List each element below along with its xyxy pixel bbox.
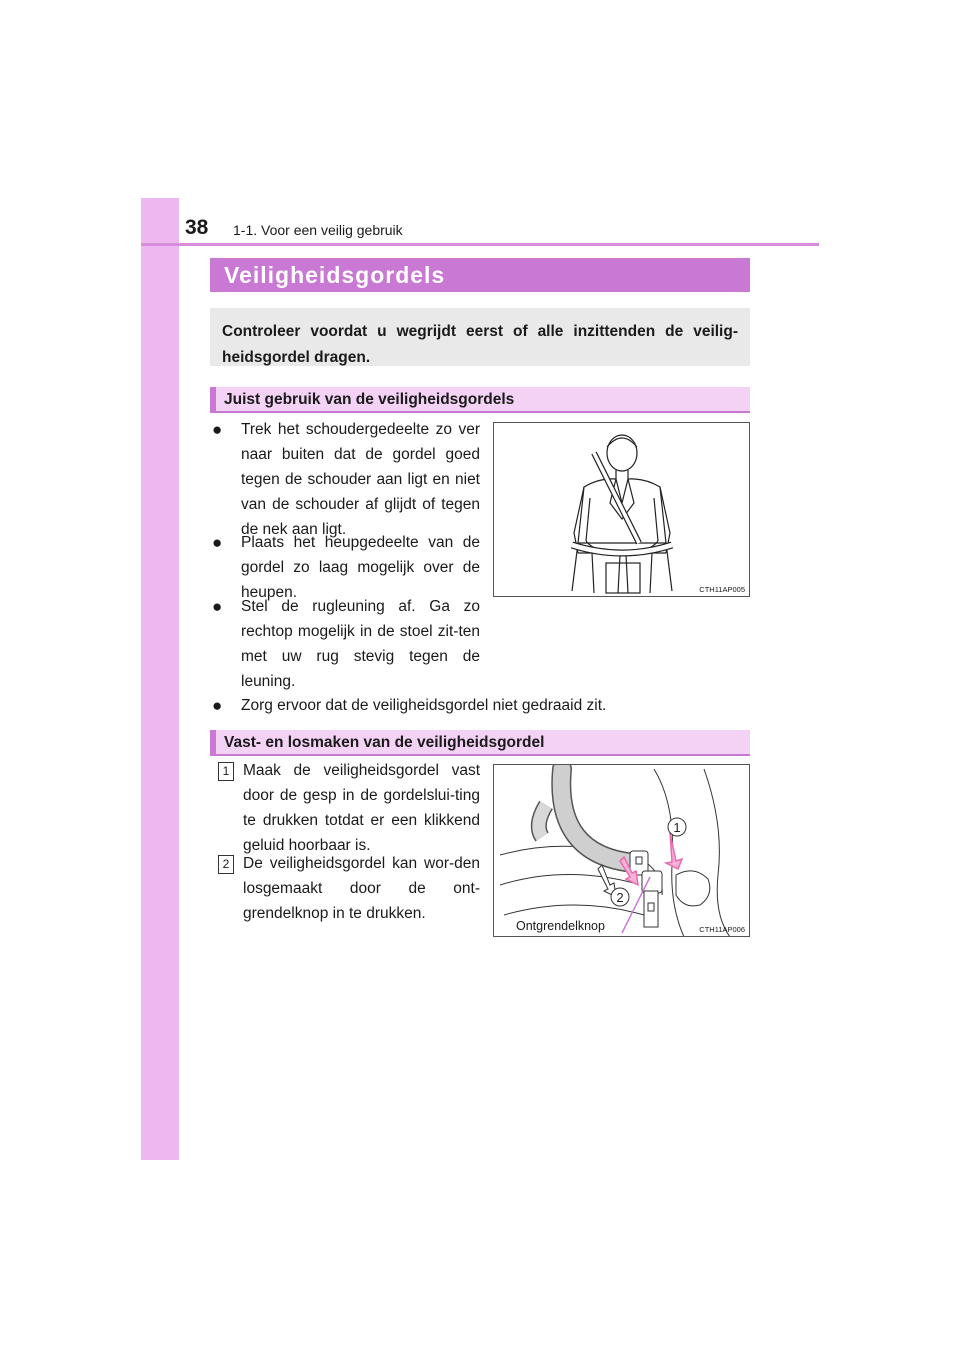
- step-number-badge: 2: [218, 855, 234, 874]
- callout-1: 1: [673, 820, 681, 835]
- seated-person-illustration: [494, 423, 750, 597]
- bullet-icon: ●: [212, 696, 223, 715]
- subheading-fasten: Vast- en losmaken van de veiligheidsgordel: [210, 730, 750, 756]
- step-1: [218, 758, 480, 858]
- usage-bullet-text: Zorg ervoor dat de veiligheidsgordel niet gedraaid zit.: [241, 697, 607, 714]
- usage-bullet-text: Trek het schoudergedeelte zo ver naar buiten dat de gordel goed tegen de schouder aan ligt en niet van de schouder af glijdt of tegen de nek aan ligt.: [241, 421, 480, 538]
- chapter-side-band: [141, 198, 179, 1160]
- callout-2: 2: [616, 890, 624, 905]
- chapter-title: 1-1. Voor een veilig gebruik: [233, 222, 403, 238]
- bullet-icon: ●: [212, 533, 223, 552]
- bullet-icon: ●: [212, 420, 223, 439]
- step-text: De veiligheidsgordel kan wor-den losgemaakt door de ont-grendelknop in te drukken.: [243, 855, 480, 922]
- release-button-label: Ontgrendelknop: [516, 919, 605, 933]
- figure-code: CTH11AP006: [699, 925, 745, 934]
- figure-seated-belt: [493, 422, 750, 597]
- usage-bullet-text: Stel de rugleuning af. Ga zo rechtop mogelijk in de stoel zit-ten met uw rug stevig tegen de leuning.: [241, 598, 480, 690]
- subheading-usage: Juist gebruik van de veiligheidsgordels: [210, 387, 750, 413]
- page-number: 38: [185, 216, 209, 239]
- section-title: Veiligheidsgordels: [210, 258, 750, 292]
- usage-bullet-3: [212, 594, 480, 694]
- usage-bullet-4: [212, 693, 732, 718]
- buckle-illustration: [494, 765, 750, 937]
- bullet-icon: ●: [212, 597, 223, 616]
- intro-note: Controleer voordat u wegrijdt eerst of alle inzittenden de veilig-heidsgordel dragen.: [210, 308, 750, 366]
- figure-code: CTH11AP005: [699, 585, 745, 594]
- usage-bullet-1: [212, 417, 480, 542]
- step-2: [218, 851, 480, 926]
- step-number-badge: 1: [218, 762, 234, 781]
- step-text: Maak de veiligheidsgordel vast door de gesp in de gordelslui-ting te drukken totdat er een klikkend geluid hoorbaar is.: [243, 762, 480, 854]
- header-divider: [141, 243, 819, 246]
- usage-bullet-text: Plaats het heupgedeelte van de gordel zo laag mogelijk over de heupen.: [241, 534, 480, 601]
- figure-buckle: [493, 764, 750, 937]
